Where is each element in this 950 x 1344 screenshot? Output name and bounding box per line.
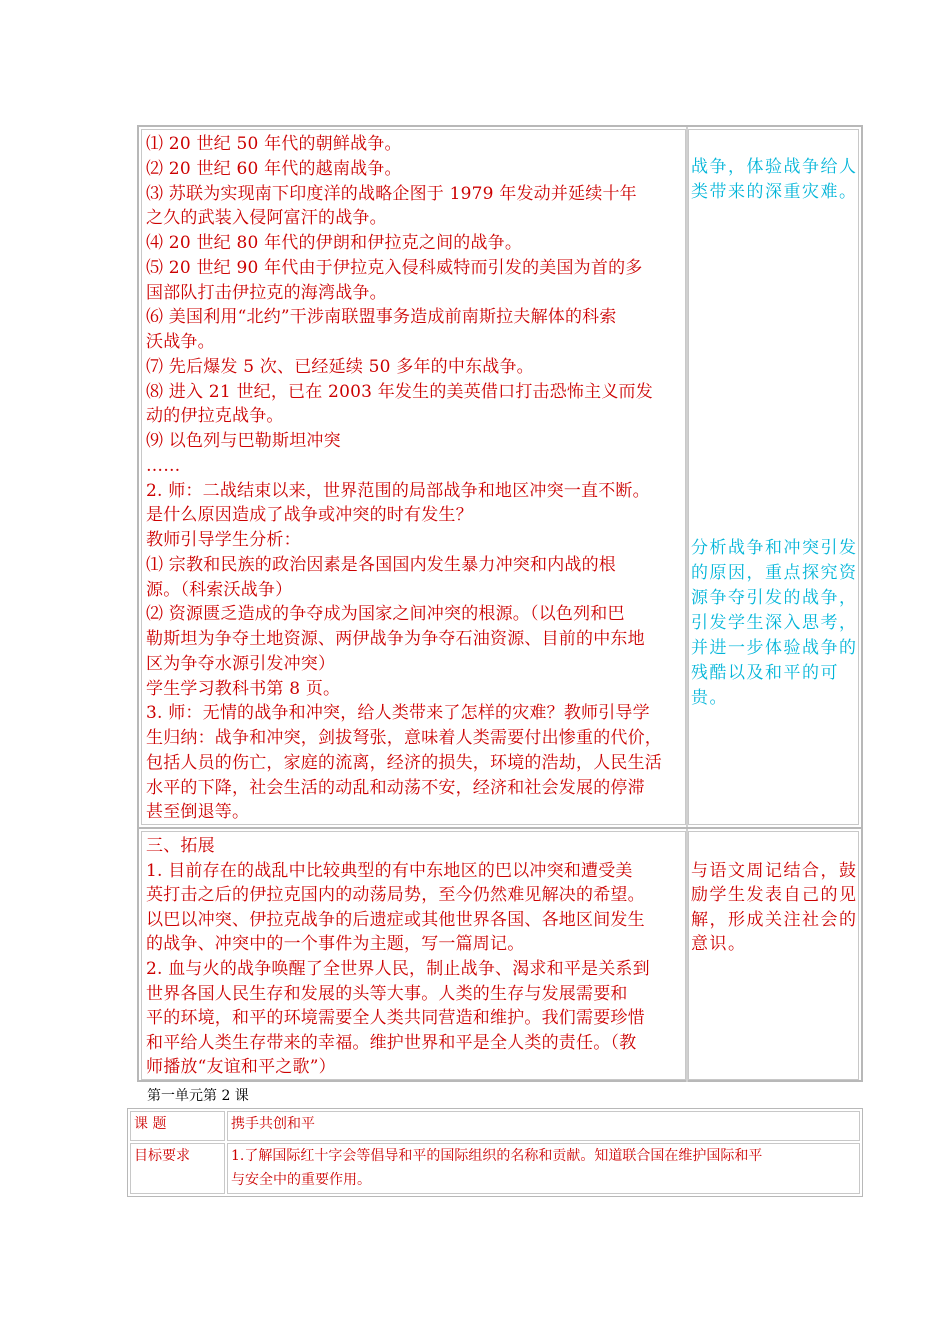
table-row: [139, 127, 861, 827]
row2-content-cell: [141, 831, 686, 1080]
text-line: 水平的下降，社会生活的动乱和动荡不安，经济和社会发展的停滞: [146, 778, 645, 798]
text-line: ⑸ 20 世纪 90 年代由于伊拉克入侵科威特而引发的美国为首的多: [146, 258, 643, 278]
text-line: 甚至倒退等。: [146, 802, 250, 822]
text-line: 区为争夺水源引发冲突）: [146, 654, 336, 674]
goal-line: 与安全中的重要作用。: [231, 1172, 371, 1188]
note-line: 分析战争和冲突引发: [691, 538, 858, 558]
note-line: 与语文周记结合，鼓: [691, 861, 858, 881]
text-line: ⑴ 宗教和民族的政治因素是各国国内发生暴力冲突和内战的根: [146, 555, 617, 575]
note-line: 类带来的深重灾难。: [691, 182, 858, 202]
text-line: ⑻ 进入 21 世纪，已在 2003 年发生的美英借口打击恐怖主义而发: [146, 382, 653, 402]
text-line: 2. 师：二战结束以来，世界范围的局部战争和地区冲突一直不断。: [146, 481, 650, 501]
text-line: ……: [146, 456, 181, 476]
goal-label: 目标要求: [130, 1143, 225, 1194]
topic-value: 携手共创和平: [227, 1111, 860, 1141]
text-line: ⑵ 20 世纪 60 年代的越南战争。: [146, 159, 402, 179]
text-line: ⑼ 以色列与巴勒斯坦冲突: [146, 431, 341, 451]
text-line: 3. 师：无情的战争和冲突，给人类带来了怎样的灾难？教师引导学: [146, 703, 650, 723]
text-line: 勒斯坦为争夺土地资源、两伊战争为争夺石油资源、目前的中东地: [146, 629, 645, 649]
text-line: 世界各国人民生存和发展的头等大事。人类的生存与发展需要和: [146, 984, 628, 1004]
topic-label: 课 题: [130, 1111, 225, 1141]
text-line: 国部队打击伊拉克的海湾战争。: [146, 283, 387, 303]
text-line: ⑴ 20 世纪 50 年代的朝鲜战争。: [146, 134, 402, 154]
text-line: ⑷ 20 世纪 80 年代的伊朗和伊拉克之间的战争。: [146, 233, 523, 253]
row2-design-note-cell: [688, 831, 859, 1080]
text-line: 生归纳：战争和冲突，剑拔弩张，意味着人类需要付出惨重的代价，: [146, 728, 662, 748]
text-line: 三、拓展: [146, 836, 215, 856]
text-line: 源。（科索沃战争）: [146, 580, 293, 600]
table-row: [139, 827, 861, 1082]
text-line: ⑺ 先后爆发 5 次、已经延续 50 多年的中东战争。: [146, 357, 534, 377]
lesson-caption: 第一单元第 2 课: [147, 1088, 249, 1104]
text-line: 学生学习教科书第 8 页。: [146, 679, 341, 699]
text-line: ⑶ 苏联为实现南下印度洋的战略企图于 1979 年发动并延续十年: [146, 184, 637, 204]
text-line: 师播放“友谊和平之歌”）: [146, 1057, 336, 1077]
text-line: 英打击之后的伊拉克国内的动荡局势，至今仍然难见解决的希望。: [146, 885, 645, 905]
text-line: 之久的武装入侵阿富汗的战争。: [146, 208, 387, 228]
text-line: 1. 目前存在的战乱中比较典型的有中东地区的巴以冲突和遭受美: [146, 861, 633, 881]
lesson-table: [137, 125, 863, 1082]
note-line: 意识。: [691, 934, 747, 954]
note-line: 解，形成关注社会的: [691, 910, 858, 930]
note-line: 并进一步体验战争的: [691, 638, 858, 658]
text-line: 2. 血与火的战争唤醒了全世界人民，制止战争、渴求和平是关系到: [146, 959, 650, 979]
note-line: 励学生发表自己的见: [691, 885, 858, 905]
text-line: 沃战争。: [146, 332, 215, 352]
note-line: 的原因，重点探究资: [691, 563, 858, 583]
lesson-info-table: [127, 1108, 863, 1197]
row1-content-cell: [141, 129, 686, 825]
note-line: 残酷以及和平的可: [691, 663, 839, 683]
note-line: 贵。: [691, 688, 728, 708]
text-line: ⑹ 美国利用“北约”干涉南联盟事务造成前南斯拉夫解体的科索: [146, 307, 617, 327]
text-line: 和平给人类生存带来的幸福。维护世界和平是全人类的责任。（教: [146, 1033, 637, 1053]
text-line: 包括人员的伤亡，家庭的流离，经济的损失，环境的浩劫，人民生活: [146, 753, 662, 773]
text-line: 平的环境，和平的环境需要全人类共同营造和维护。我们需要珍惜: [146, 1008, 645, 1028]
text-line: 的战争、冲突中的一个事件为主题，写一篇周记。: [146, 934, 525, 954]
note-line: 引发学生深入思考，: [691, 613, 858, 633]
note-line: 战争，体验战争给人: [691, 157, 858, 177]
text-line: 动的伊拉克战争。: [146, 406, 284, 426]
note-line: 源争夺引发的战争，: [691, 588, 858, 608]
text-line: 以巴以冲突、伊拉克战争的后遗症或其他世界各国、各地区间发生: [146, 910, 645, 930]
text-line: 教师引导学生分析：: [146, 530, 301, 550]
text-line: 是什么原因造成了战争或冲突的时有发生？: [146, 505, 473, 525]
goal-line: 1.了解国际红十字会等倡导和平的国际组织的名称和贡献。知道联合国在维护国际和平: [231, 1148, 763, 1164]
row1-design-note-cell: [688, 129, 859, 825]
goal-value: [227, 1143, 860, 1194]
text-line: ⑵ 资源匮乏造成的争夺成为国家之间冲突的根源。（以色列和巴: [146, 604, 625, 624]
